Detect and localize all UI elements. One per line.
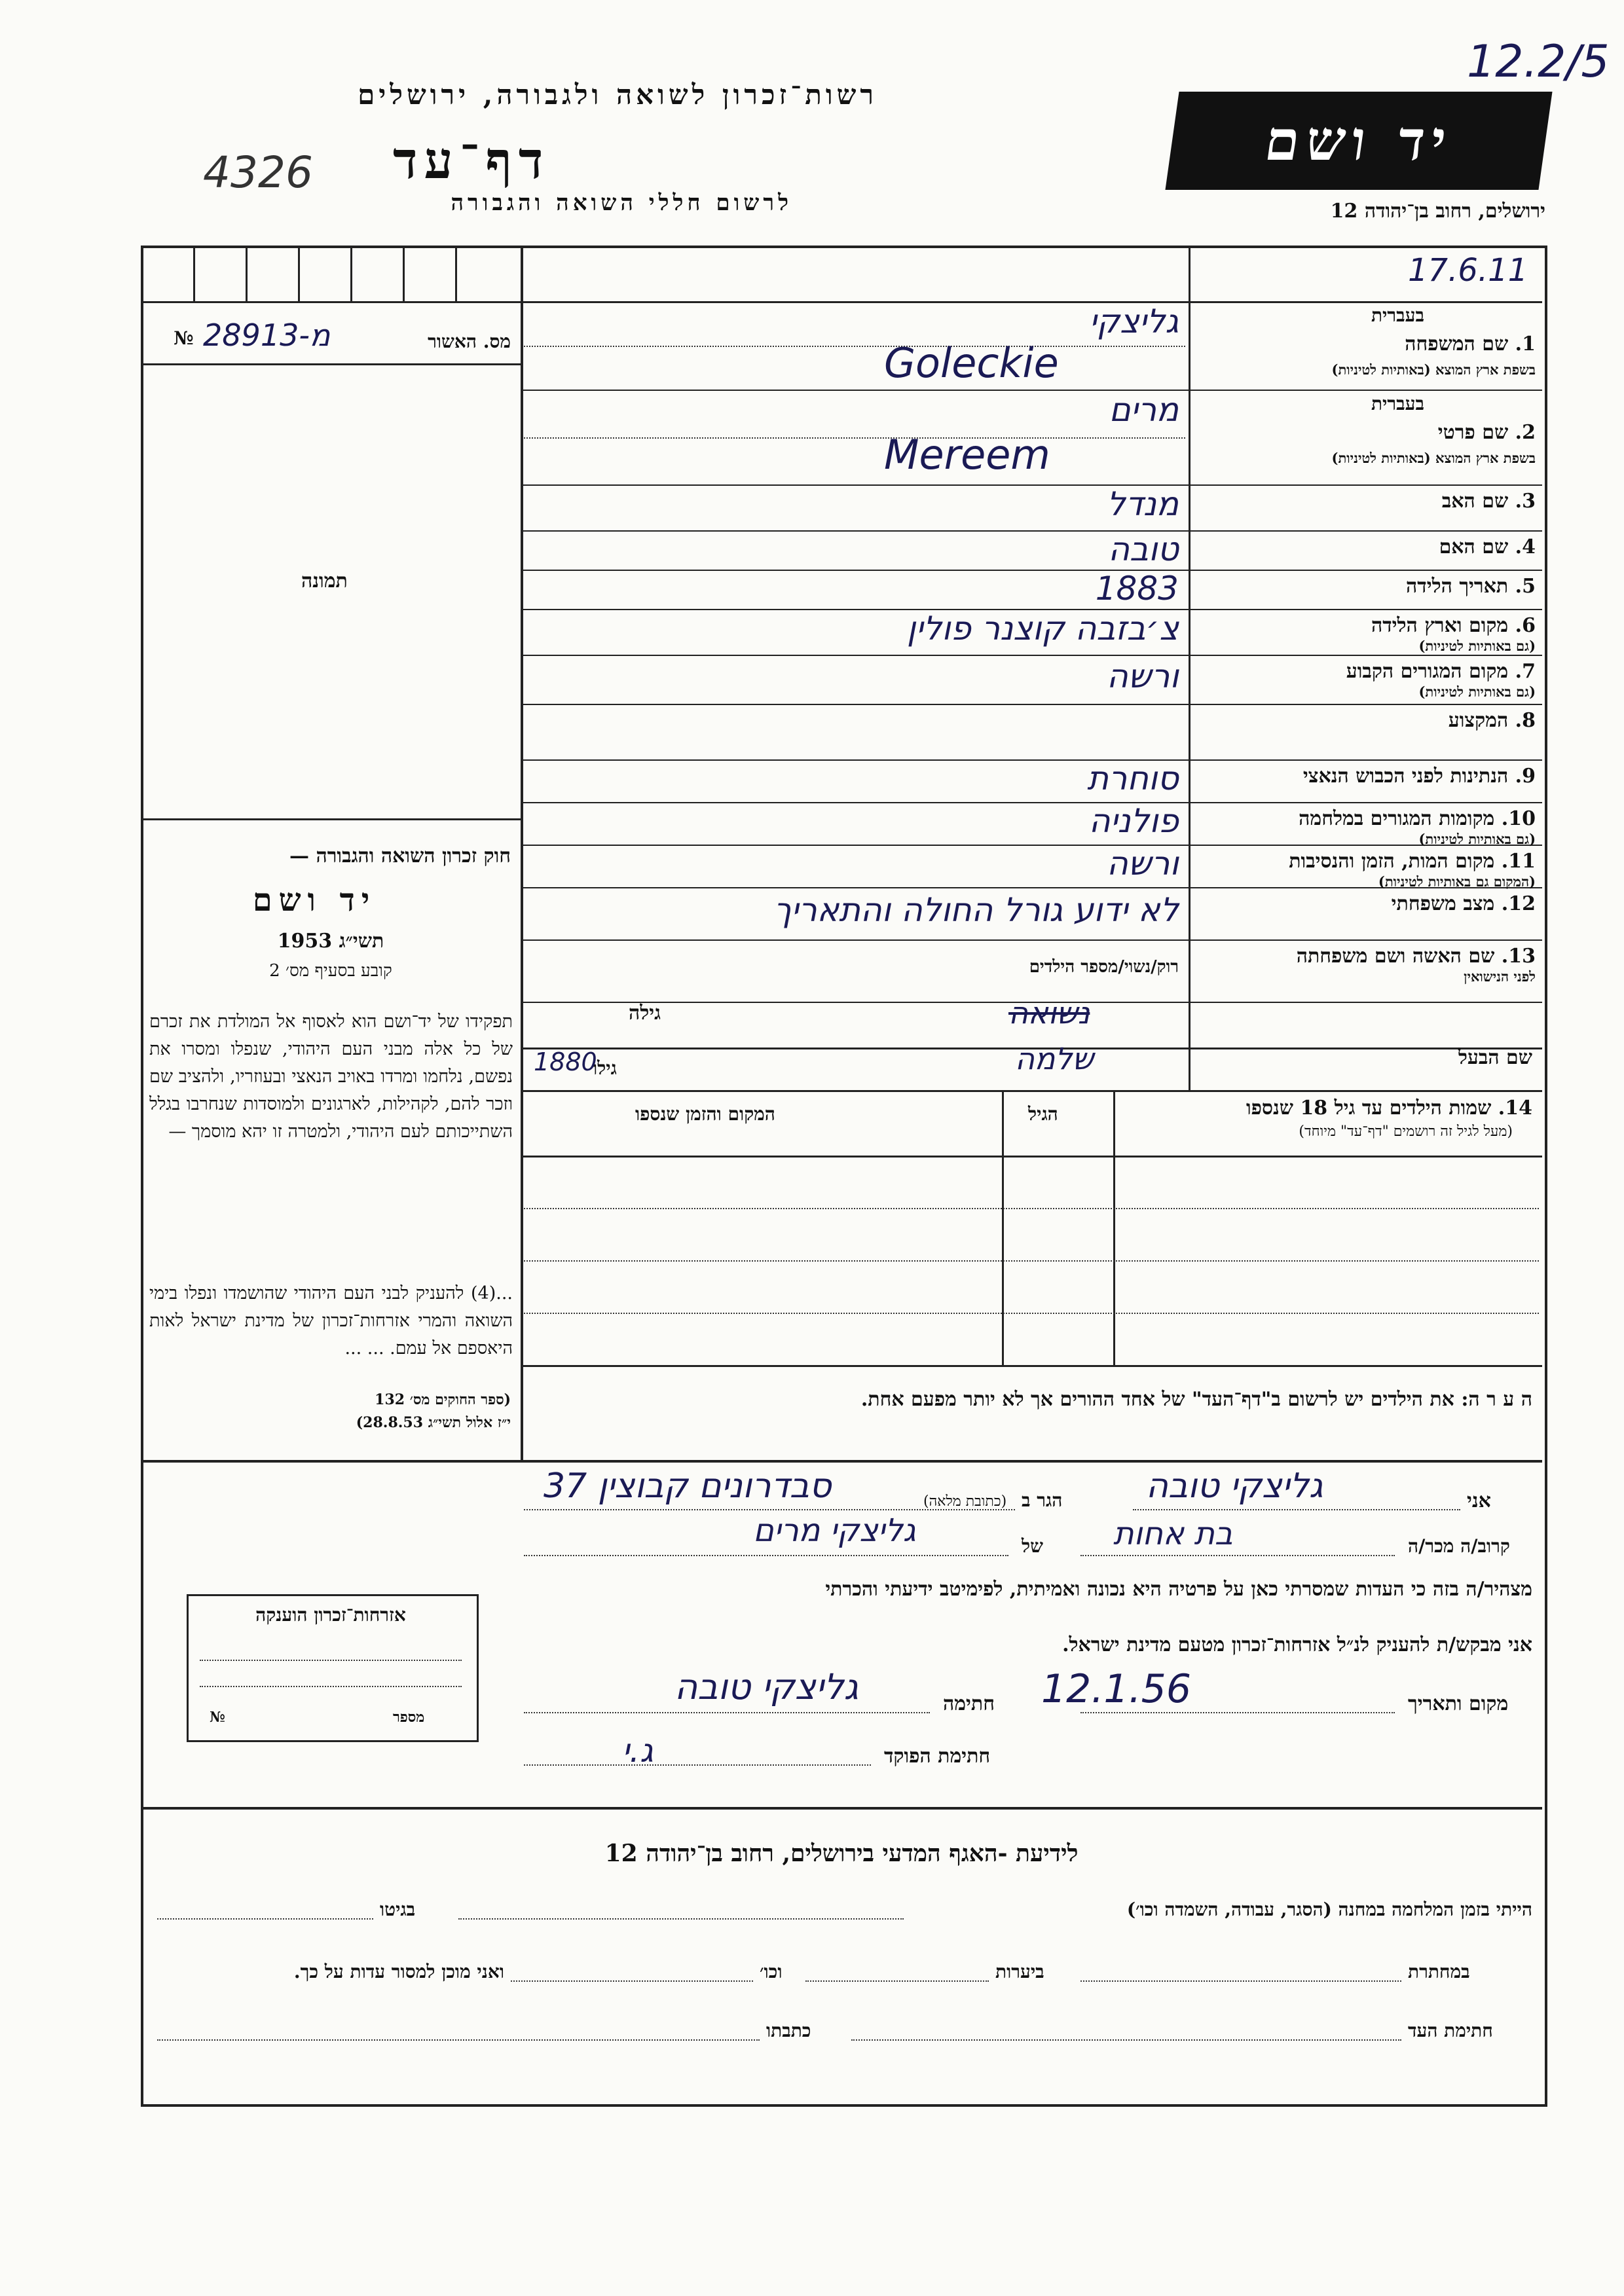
field-label: [1195, 614, 1536, 637]
children-top-line: [521, 1090, 1542, 1092]
field-label: [1195, 536, 1536, 558]
field-value: סוחרת: [1087, 759, 1179, 797]
husband-label: שם הבעל: [1458, 1046, 1532, 1069]
field-number: 2.: [1515, 421, 1536, 444]
field-label: [1195, 850, 1536, 873]
address: ירושלים, רחוב בן־יהודה 12: [1330, 200, 1545, 223]
bottom-title: לידיעת -האגף המדעי בירושלים, רחוב בן־יהודה 12: [604, 1840, 1079, 1867]
field-label-text: שם האם: [1439, 536, 1509, 558]
field-sublabel: בשפת ארץ המוצא (באותיות לטיניות): [1331, 450, 1536, 466]
field-number: 13.: [1501, 945, 1536, 968]
children-row-line: [524, 1208, 1539, 1209]
field-value: צ׳בזבה קוצנר פולין: [906, 610, 1179, 647]
wife-age-value: נשואה: [1008, 995, 1090, 1030]
field-label: [1195, 333, 1536, 355]
left-column-divider: [521, 246, 523, 1460]
field-label: [1195, 892, 1536, 915]
law-year: תשי״ג 1953: [277, 930, 384, 953]
field-label: [1195, 575, 1536, 598]
children-header-line: [521, 1156, 1542, 1157]
field-split-line: [524, 346, 1185, 347]
field-split-line: [524, 437, 1185, 439]
children-label: 14. שמות הילדים עד גיל 18 שנספו: [1246, 1097, 1532, 1120]
stub-divider: [350, 246, 352, 301]
approval-label: מס. האשור: [428, 331, 511, 352]
signature-line: [524, 1712, 930, 1713]
resides-label: הגר ב: [1022, 1489, 1063, 1511]
children-note: ה ע ר ה: את הילדים יש לרשום ב"דף־העד" של אחד ההורים אך לא יותר מפעם אחת.: [860, 1388, 1532, 1411]
declaration-statement-2: אני מבקש/ת להעניק לנ״ל אזרחות־זכרון מטעם מדינת ישראל.: [1062, 1633, 1532, 1656]
witness-signature-line: [851, 2039, 1401, 2041]
field-sublabel: (גם באותיות לטיניות): [1418, 683, 1536, 700]
field-value: גליצקי: [1089, 302, 1179, 340]
field-sublabel: בשפת ארץ המוצא (באותיות לטיניות): [1331, 361, 1536, 378]
form-title: דף־עד: [393, 131, 550, 191]
field-label-text: מקום המגורים הקבוע: [1346, 660, 1509, 683]
field-label-text: שם המשפחה: [1405, 333, 1509, 355]
full-address-note: (כתובת מלאה): [923, 1493, 1007, 1510]
relative-label: קרוב/ה מכר/ה: [1408, 1535, 1510, 1557]
form-frame: [141, 246, 1547, 2107]
camp-question: הייתי בזמן המלחמה במחנה (הסגר, עבודה, השמדה וכו׳): [1126, 1899, 1532, 1920]
field-label-text: שם פרטי: [1437, 421, 1509, 444]
field-label: [1195, 421, 1536, 444]
victim-name-value: גליצקי מרים: [753, 1512, 916, 1549]
field-value: מנדל: [1107, 485, 1179, 523]
official-signature-line: [524, 1764, 871, 1766]
victim-name-line: [524, 1555, 1008, 1556]
signature-value: גליצקי טובה: [674, 1666, 858, 1707]
declaration-statement-1: מצהיר/ה בזה כי העדות שמסרתי כאן על פרטיה היא נכונה ואמיתית, לפימיטב ידיעתי והכרתי: [825, 1578, 1532, 1601]
law-logo: יד ושם: [252, 882, 377, 919]
field-sublabel: (גם באותיות לטיניות): [1418, 831, 1536, 847]
husband-name-value: שלמה: [1015, 1041, 1094, 1076]
yad-vashem-logo: יד ושם: [1165, 92, 1552, 190]
witness-address-label: כתבתו: [766, 2020, 811, 2041]
declarant-name-value: גליצקי טובה: [1146, 1467, 1323, 1506]
declaration-ani: אני: [1467, 1489, 1491, 1512]
field-number: 9.: [1515, 765, 1536, 788]
field-number: 5.: [1515, 575, 1536, 598]
children-col-divider: [1002, 1090, 1004, 1365]
field-value: מרים: [1109, 391, 1179, 429]
ghetto-line: [157, 1918, 373, 1920]
etc-line: [511, 1980, 753, 1982]
field-row-line: [521, 704, 1542, 705]
of-label: של: [1022, 1535, 1043, 1557]
marital-options-label: רוק/נשוי/מספר הילדים: [1029, 957, 1179, 977]
official-signature-label: חתימת הפוקד: [884, 1745, 991, 1768]
note-top-line: [521, 1365, 1542, 1367]
declarant-address-value: סבדרונים קבוצין 37: [544, 1467, 832, 1506]
field-label-text: הנתינות לפני הכבוש הנאצי: [1302, 765, 1509, 788]
field-label: [1195, 807, 1536, 830]
certificate-number-label: מספר: [393, 1709, 425, 1726]
field-number: 1.: [1515, 333, 1536, 355]
approval-line: [141, 363, 522, 365]
field-value: ורשה: [1107, 845, 1179, 883]
ghetto-label: בגיטו: [380, 1899, 416, 1920]
organization-line: רשות־זכרון לשואה ולגבורה, ירושלים: [358, 79, 877, 111]
field-label: [1195, 660, 1536, 683]
field-value: טובה: [1108, 530, 1179, 568]
etc-label: וכו׳: [760, 1961, 783, 1982]
stub-divider: [246, 246, 248, 301]
field-label-text: מקומות המגורים במלחמה: [1299, 807, 1495, 830]
relation-line: [1080, 1555, 1395, 1556]
children-row-line: [524, 1260, 1539, 1262]
law-title: חוק זכרון השואה והגבורה —: [289, 845, 511, 867]
corner-handwritten-number: 12.2/5: [1467, 36, 1610, 88]
husband-age-label: גילו: [593, 1057, 617, 1079]
place-date-value: 12.1.56: [1041, 1666, 1192, 1712]
official-signature-mark: ג.י: [622, 1732, 654, 1770]
children-sub: (מעל לגיל זה רושמים "דף־עד" מיוחד): [1299, 1123, 1513, 1140]
approval-no-symbol: №: [174, 327, 194, 349]
field-value: ורשה: [1107, 657, 1179, 695]
field-number: 6.: [1515, 614, 1536, 637]
form-subtitle: לרשום חללי השואה והגבורה: [451, 190, 792, 216]
field-label-text: המקצוע: [1448, 709, 1509, 732]
husband-age-value: 1880: [534, 1048, 597, 1076]
field-label-text: תאריך הלידה: [1406, 575, 1509, 598]
testimony-willing: ואני מוכן למסור עדות על כך.: [293, 1961, 504, 1982]
underground-line: [1080, 1980, 1401, 1982]
photo-label: תמונה: [301, 570, 348, 592]
field-sublabel: (גם באותיות לטיניות): [1418, 638, 1536, 654]
field-value: לא ידוע גורל החולה והתאריך: [773, 891, 1179, 929]
stub-divider: [193, 246, 195, 301]
photo-box-bottom: [141, 818, 522, 820]
field-number: 7.: [1515, 660, 1536, 683]
address-line: [524, 1509, 1015, 1510]
signature-label: חתימה: [943, 1692, 995, 1715]
field-label-text: מקום וארץ הלידה: [1371, 614, 1509, 637]
law-clause: קובע בסעיף מס׳ 2: [269, 961, 392, 981]
field-row-line: [521, 939, 1542, 941]
field-latin-value: Mereem: [884, 431, 1050, 479]
field-label: [1195, 945, 1536, 968]
certificate-line: [200, 1660, 462, 1661]
field-value: 1883: [1095, 570, 1179, 608]
law-reference-2: י״ז אלול תשי״ג 28.8.53): [356, 1414, 511, 1431]
field-value: פולניה: [1088, 802, 1179, 840]
field-number: 3.: [1515, 490, 1536, 513]
field-label-text: שם האב: [1441, 490, 1509, 513]
field-label: [1195, 709, 1536, 732]
field-number: 8.: [1515, 709, 1536, 732]
field-label-text: מצב משפחתי: [1391, 892, 1495, 915]
certificate-title: אזרחות־זכרון הוענקה: [255, 1604, 406, 1626]
field-hebrew-sublabel: בעברית: [1371, 393, 1424, 414]
form-number: 4326: [203, 147, 313, 198]
declaration-top-line: [141, 1460, 1542, 1463]
children-row-line: [524, 1313, 1539, 1314]
field-hebrew-sublabel: בעברית: [1371, 304, 1424, 326]
stub-divider: [403, 246, 405, 301]
children-place-header: המקום והזמן שנספו: [635, 1103, 775, 1125]
stub-divider: [298, 246, 300, 301]
label-column-divider: [1189, 246, 1190, 1090]
witness-signature-label: חתימת העד: [1408, 2020, 1493, 2041]
field-sublabel: לפני הנישואין: [1464, 968, 1536, 985]
field-sublabel: (המקום גם באותיות לטיניות): [1378, 873, 1536, 890]
forests-line: [805, 1980, 989, 1982]
stub-divider: [455, 246, 457, 301]
forests-label: ביערות: [995, 1961, 1044, 1982]
field-number: 11.: [1501, 850, 1536, 873]
witness-address-line: [157, 2039, 760, 2041]
approval-number-value: 289מ-13: [203, 318, 331, 353]
place-date-line: [1080, 1712, 1395, 1713]
children-age-header: הגיל: [1028, 1103, 1058, 1125]
field-number: 12.: [1501, 892, 1536, 915]
field-label: [1195, 765, 1536, 788]
bottom-section-line: [141, 1807, 1542, 1810]
law-reference-1: (ספר החוקים מס׳ 132: [375, 1391, 511, 1408]
declarant-name-line: [1133, 1509, 1460, 1510]
certificate-no-symbol: №: [210, 1709, 225, 1726]
children-col-divider: [1113, 1090, 1115, 1365]
relation-value: בת אחות: [1113, 1516, 1233, 1552]
wife-age-label: גילה: [629, 1002, 661, 1025]
place-date-label: מקום ותאריך: [1408, 1692, 1509, 1715]
field-latin-value: Goleckie: [884, 339, 1059, 387]
underground-label: במחתרת: [1408, 1961, 1470, 1982]
certificate-line: [200, 1686, 462, 1687]
field-row-line: [521, 655, 1542, 656]
field-label: [1195, 490, 1536, 513]
field-label-text: שם האשה ושם משפחתה: [1296, 945, 1495, 968]
field-number: 10.: [1501, 807, 1536, 830]
law-paragraph-1: תפקידו של יד־ושם הוא לאסוף אל המולדת את זכרם של כל אלה מבני העם היהודי, שנפלו ומסרו את נפשם, נלחמו ומרדו באויב הנאצי ובעוזריו, ולהציב שם וזכר להם, לקהילות, לארגונים ולמוסדות שנחרבו בגלל השתייכותם לעם היהודי, ולמטרה זו יהא מוסמך —: [149, 1011, 513, 1142]
field-label-text: מקום המות, הזמן והנסיבות: [1289, 850, 1495, 873]
law-paragraph-2: ...(4) להעניק לבני העם היהודי שהושמדו ונפלו בימי השואה והמרי אזרחות־זכרון של מדינת ישראל לאות היאספם אל עמם. ... ...: [149, 1283, 513, 1358]
camp-line: [458, 1918, 904, 1920]
top-handwritten-date: 17.6.11: [1408, 252, 1528, 289]
field-number: 4.: [1515, 536, 1536, 558]
